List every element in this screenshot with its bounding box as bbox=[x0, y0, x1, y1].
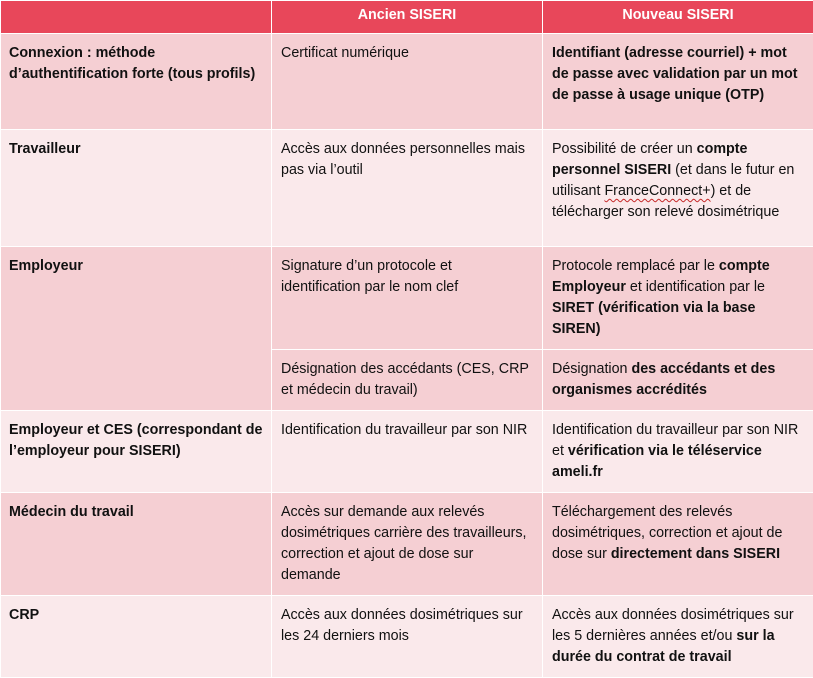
row-label: Médecin du travail bbox=[1, 493, 272, 596]
row-label: Connexion : méthode d’authentification forte (tous profils) bbox=[1, 34, 272, 130]
old-cell: Désignation des accédants (CES, CRP et médecin du travail) bbox=[272, 350, 543, 411]
text-run: et identification par le bbox=[626, 279, 765, 295]
text-run: Possibilité de créer un bbox=[552, 141, 697, 157]
text-run-bold: compte Employeur bbox=[552, 258, 770, 295]
table-row bbox=[1, 247, 813, 350]
old-cell: Identification du travailleur par son NIR bbox=[272, 411, 543, 493]
text-run-bold: des accédants et des organismes accrédités bbox=[552, 361, 775, 398]
new-cell: Identifiant (adresse courriel) + mot de passe avec validation par un mot de passe à usage unique (OTP) bbox=[543, 34, 813, 130]
text-run-bold: SIRET (vérification via la base SIREN) bbox=[552, 300, 755, 337]
text-run-bold: sur la durée du contrat de travail bbox=[552, 628, 775, 665]
new-cell bbox=[543, 247, 813, 350]
header-empty-cell bbox=[1, 1, 272, 34]
table-row bbox=[1, 596, 813, 678]
old-cell: Accès sur demande aux relevés dosimétriques carrière des travailleurs, correction et ajout de dose sur demande bbox=[272, 493, 543, 596]
table-row bbox=[1, 411, 813, 493]
table-row bbox=[1, 34, 813, 130]
text-run-bold: vérification via le téléservice ameli.fr bbox=[552, 443, 762, 480]
row-label: CRP bbox=[1, 596, 272, 678]
row-label: Employeur bbox=[1, 247, 272, 411]
text-run-underlined: FranceConnect+ bbox=[604, 183, 710, 199]
row-label: Travailleur bbox=[1, 130, 272, 247]
text-run: Accès aux données dosimétriques sur les 5 dernières années et/ou bbox=[552, 607, 794, 644]
table-row bbox=[1, 130, 813, 247]
text-run-bold: directement dans SISERI bbox=[611, 546, 780, 562]
row-label: Employeur et CES (correspondant de l’employeur pour SISERI) bbox=[1, 411, 272, 493]
text-run: ) et de télécharger son relevé dosimétrique bbox=[552, 183, 779, 220]
new-cell bbox=[543, 350, 813, 411]
old-cell: Accès aux données personnelles mais pas via l’outil bbox=[272, 130, 543, 247]
text-run: Identification du travailleur par son NIR et bbox=[552, 422, 798, 459]
table-row bbox=[1, 493, 813, 596]
new-cell bbox=[543, 596, 813, 678]
text-run: Téléchargement des relevés dosimétriques, correction et ajout de dose sur bbox=[552, 504, 782, 562]
header-new-siseri: Nouveau SISERI bbox=[543, 1, 813, 34]
new-cell bbox=[543, 130, 813, 247]
header-old-siseri: Ancien SISERI bbox=[272, 1, 543, 34]
new-cell bbox=[543, 493, 813, 596]
old-cell: Accès aux données dosimétriques sur les 24 derniers mois bbox=[272, 596, 543, 678]
text-run: Protocole remplacé par le bbox=[552, 258, 719, 274]
old-cell: Signature d’un protocole et identification par le nom clef bbox=[272, 247, 543, 350]
text-run: Désignation bbox=[552, 361, 631, 377]
new-cell bbox=[543, 411, 813, 493]
old-cell: Certificat numérique bbox=[272, 34, 543, 130]
text-run: (et dans le futur en utilisant bbox=[552, 162, 794, 199]
header-row bbox=[1, 1, 813, 34]
text-run-bold: compte personnel SISERI bbox=[552, 141, 747, 178]
